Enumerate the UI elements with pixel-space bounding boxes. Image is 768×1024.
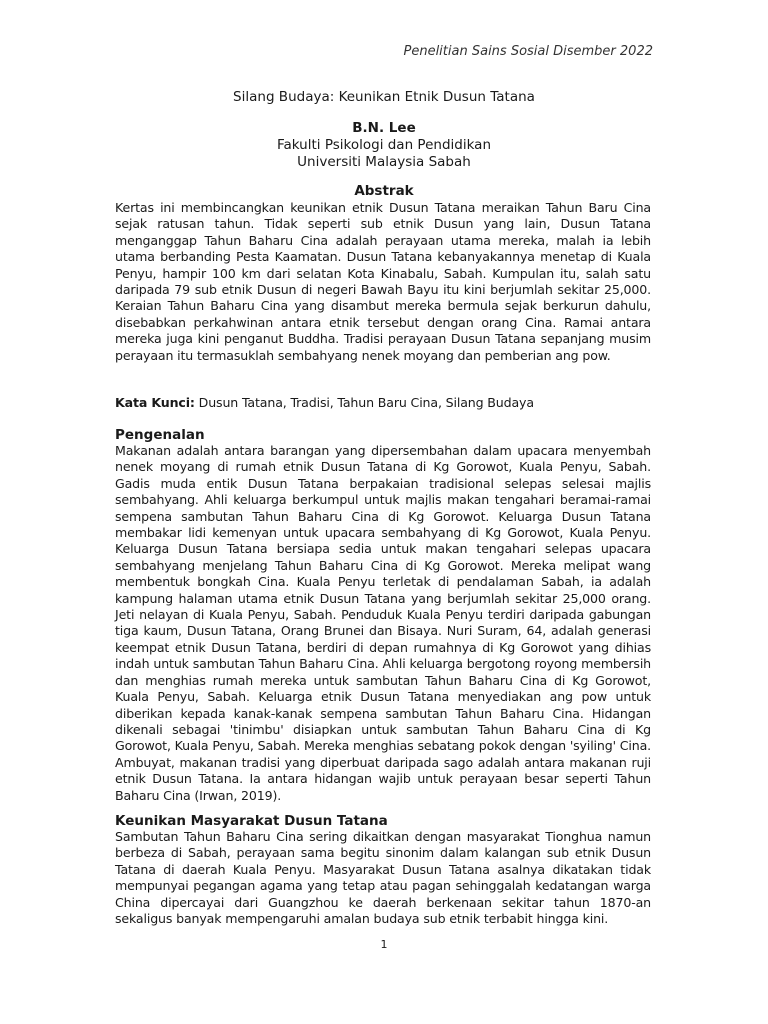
paper-title: Silang Budaya: Keunikan Etnik Dusun Tatana (233, 89, 535, 105)
keywords (115, 395, 651, 411)
abstract-text: Kertas ini membincangkan keunikan etnik Dusun Tatana meraikan Tahun Baru Cina sejak ratusan tahun. Tidak seperti sub etnik Dusun yang lain, Dusun Tatana menganggap Tahun Baharu Cina adalah perayaan utama mereka, malah ia lebih utama berbanding Pesta Kaamatan. Dusun Tatana kebanyakannya menetap di Kuala Penyu, hampir 100 km dari selatan Kota Kinabalu, Sabah. Kumpulan itu, salah satu daripada 79 sub etnik Dusun di negeri Bawah Bayu itu kini berjumlah sekitar 25,000. Keraian Tahun Baharu Cina yang disambut mereka bermula sejak berkurun dahulu, disebabkan perkahwinan antara etnik tersebut dengan orang Cina. Ramai antara mereka juga kini penganut Buddha. Tradisi perayaan Dusun Tatana sepanjang musim perayaan itu termasuklah sembahyang nenek moyang dan pemberian ang pow. (115, 200, 651, 363)
introduction-heading: Pengenalan (115, 427, 205, 443)
affiliation-faculty: Fakulti Psikologi dan Pendidikan (276, 137, 491, 153)
introduction-text: Makanan adalah antara barangan yang dipersembahan dalam upacara menyembah nenek moyang di rumah etnik Dusun Tatana di Kg Gorowot, Kuala Penyu, Sabah. Gadis muda entik Dusun Tatana berpakaian tradisional selepas selesai majlis sembahyang. Ahli keluarga berkumpul untuk majlis makan tengahari beramai-ramai sempena sambutan Tahun Baharu Cina di Kg Gorowot. Keluarga Dusun Tatana membakar lidi kemenyan untuk upacara sembahyang di Kg Gorowot, Kuala Penyu. Keluarga Dusun Tatana bersiapa sedia untuk makan tengahari selepas upacara sembahyang menjelang Tahun Baharu Cina di Kg Gorowot. Mereka melipat wang membentuk bongkah Cina. Kuala Penyu terletak di pendalaman Sabah, ia adalah kampung halaman utama etnik Dusun Tatana yang berjumlah sekitar 25,000 orang. Jeti nelayan di Kuala Penyu, Sabah. Penduduk Kuala Penyu terdiri daripada gabungan tiga kaum, Dusun Tatana, Orang Brunei dan Bisaya. Nuri Suram, 64, adalah generasi keempat etnik Dusun Tatana, berdiri di depan rumahnya di Kg Gorowot yang dihias indah untuk sambutan Tahun Baharu Cina. Ahli keluarga bergotong royong membersih dan menghias rumah mereka untuk sambutan Tahun Baharu Cina di Kg Gorowot, Kuala Penyu, Sabah. Keluarga etnik Dusun Tatana menyediakan ang pow untuk diberikan kepada kanak-kanak sempena sambutan Tahun Baharu Cina. Hidangan dikenali sebagai 'tinimbu' disiapkan untuk sambutan Tahun Baharu Cina di Kg Gorowot, Kuala Penyu, Sabah. Mereka menghias sebatang pokok dengan 'syiling' Cina. Ambuyat, makanan tradisi yang diperbuat daripada sago adalah antara makanan ruji etnik Dusun Tatana. Ia antara hidangan wajib untuk perayaan besar seperti Tahun Baharu Cina (Irwan, 2019). (115, 443, 651, 803)
keywords-text: Dusun Tatana, Tradisi, Tahun Baru Cina, Silang Budaya (198, 395, 534, 410)
keunikan-heading: Keunikan Masyarakat Dusun Tatana (115, 813, 388, 829)
journal-header: Penelitian Sains Sosial Disember 2022 (403, 44, 653, 59)
author-name: B.N. Lee (352, 120, 416, 136)
author-block (0, 120, 768, 171)
affiliation-university: Universiti Malaysia Sabah (297, 154, 471, 170)
keywords-label: Kata Kunci: (115, 395, 195, 410)
page-number: 1 (380, 938, 388, 951)
keunikan-text: Sambutan Tahun Baharu Cina sering dikaitkan dengan masyarakat Tionghua namun berbeza di Sabah, perayaan sama begitu sinonim dalam kalangan sub etnik Dusun Tatana di daerah Kuala Penyu. Masyarakat Dusun Tatana asalnya dikatakan tidak mempunyai pegangan agama yang tetap atau pagan sehinggalah kedatangan warga China dipercayai dari Guangzhou ke daerah berkenaan sekitar tahun 1870-an sekaligus banyak mempengaruhi amalan budaya sub etnik terbabit hingga kini. (115, 829, 651, 927)
abstract-heading: Abstrak (354, 183, 414, 199)
